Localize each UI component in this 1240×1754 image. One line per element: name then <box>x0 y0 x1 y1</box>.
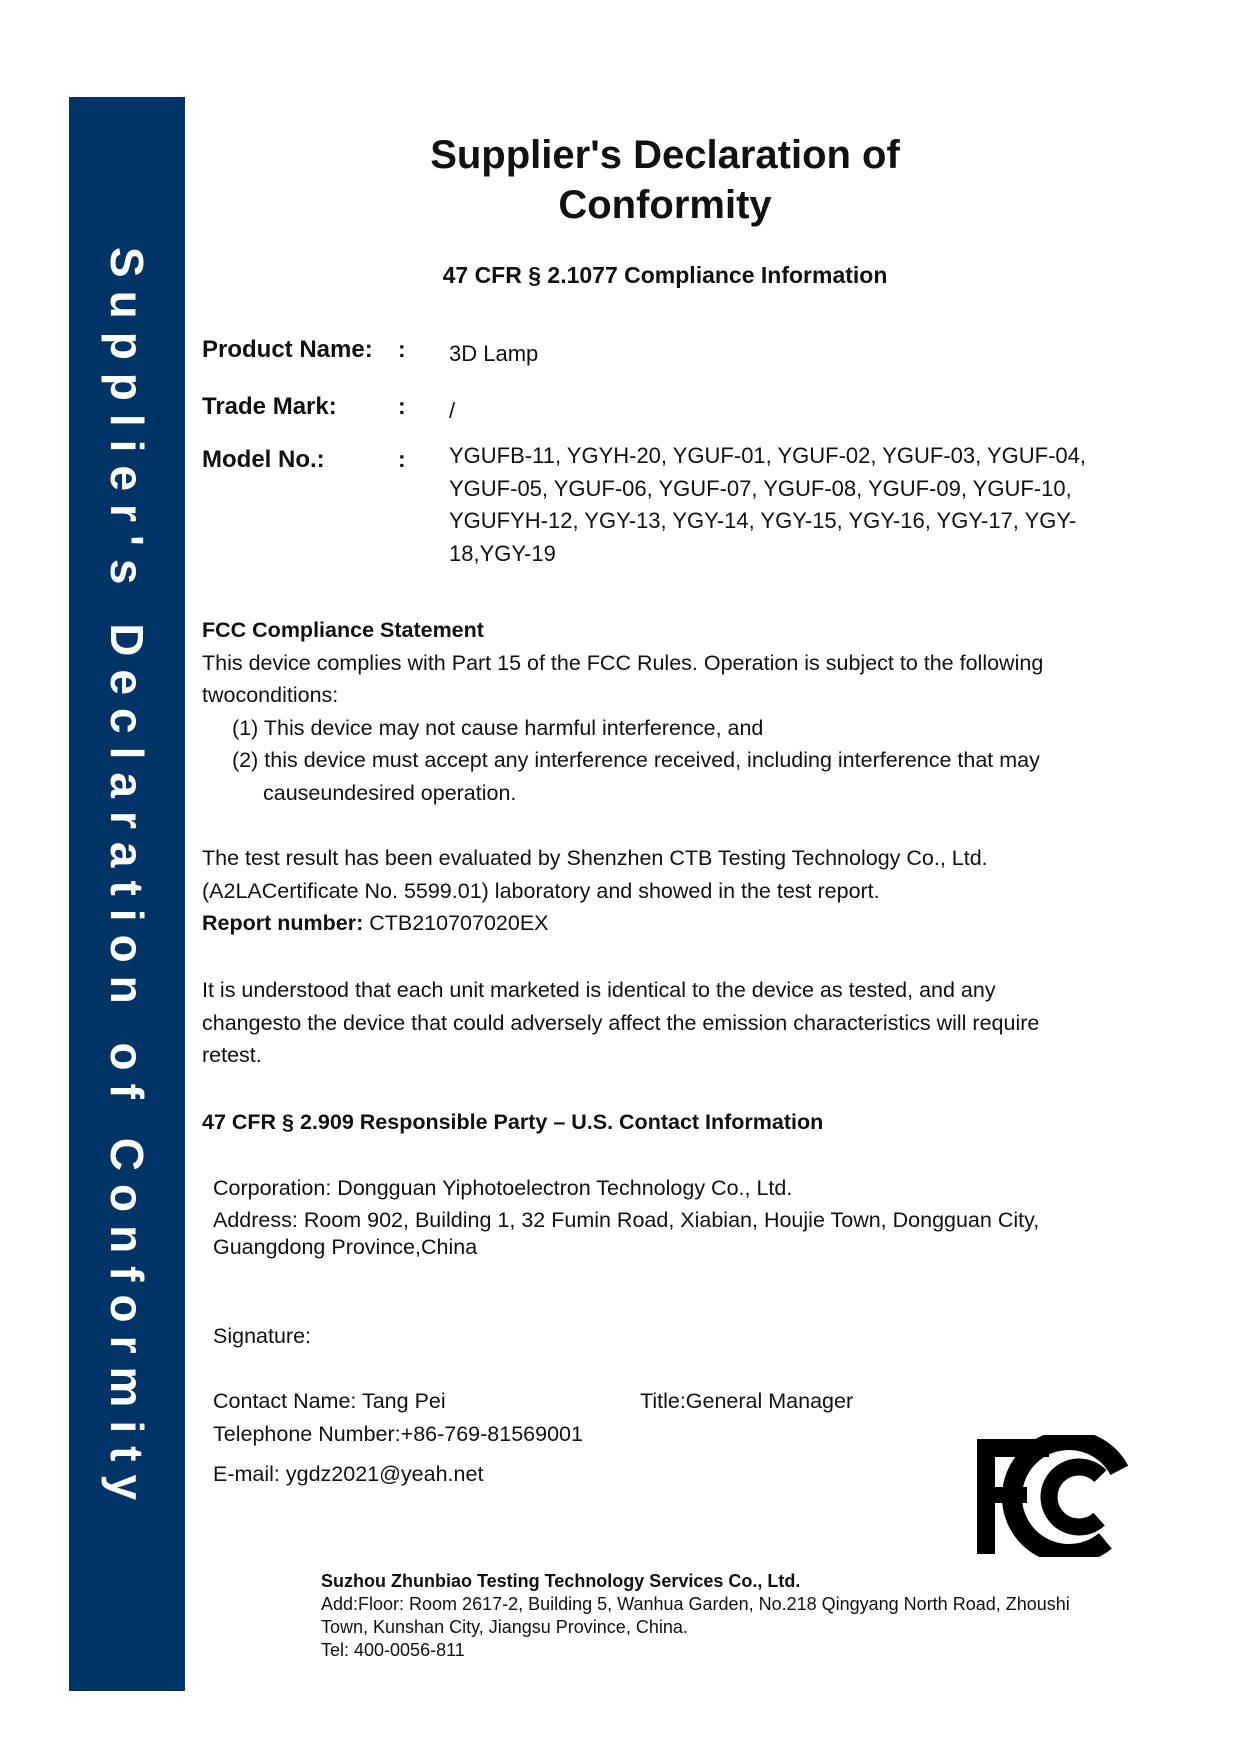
model-line-2: YGUF-05, YGUF-06, YGUF-07, YGUF-08, YGUF-09, YGUF-10, <box>449 475 1072 501</box>
footer-address-line-1: Add:Floor: Room 2617-2, Building 5, Wanhua Garden, No.218 Qingyang North Road, Zhoushi <box>321 1594 1070 1614</box>
fcc-condition-2-text: this device must accept any interference received, including interference that may <box>264 748 1040 772</box>
corporation-line: Corporation: Dongguan Yiphotoelectron Technology Co., Ltd. <box>213 1176 793 1200</box>
contact-email: E-mail: ygdz2021@yeah.net <box>213 1462 484 1486</box>
contact-name: Contact Name: Tang Pei <box>213 1389 446 1413</box>
compliance-subtitle: 47 CFR § 2.1077 Compliance Information <box>442 262 888 288</box>
model-no-label: Model No.: <box>202 446 325 473</box>
report-number <box>202 907 1152 940</box>
signature-label: Signature: <box>213 1324 312 1348</box>
understood-line-3: retest. <box>202 1043 262 1067</box>
understood-line-2: changesto the device that could adversely affect the emission characteristics will require <box>202 1010 1040 1035</box>
product-name-value: 3D Lamp <box>449 341 539 366</box>
trade-mark-value: / <box>449 398 456 423</box>
fcc-statement-heading: FCC Compliance Statement <box>202 618 484 642</box>
fcc-statement-line-1: This device complies with Part 15 of the FCC Rules. Operation is subject to the following <box>202 650 1044 675</box>
fcc-logo <box>975 1435 1140 1557</box>
address-line-1: Address: Room 902, Building 1, 32 Fumin Road, Xiabian, Houjie Town, Dongguan City, <box>213 1208 1040 1232</box>
model-no-colon: : <box>398 446 406 472</box>
trade-mark-colon: : <box>398 393 406 419</box>
footer-tel: Tel: 400-0056-811 <box>321 1640 465 1660</box>
address-block <box>213 1207 1153 1261</box>
fcc-condition-2 <box>202 744 1152 777</box>
fcc-logo-mark <box>977 1439 1126 1554</box>
report-number-value: CTB210707020EX <box>363 911 549 935</box>
address-line-2: Guangdong Province,China <box>213 1235 478 1259</box>
footer-company: Suzhou Zhunbiao Testing Technology Services Co., Ltd. <box>321 1571 801 1591</box>
title-line-1: Supplier's Declaration of <box>430 133 900 177</box>
fcc-condition-2-continued: causeundesired operation. <box>263 780 517 805</box>
contact-telephone: Telephone Number:+86-769-81569001 <box>213 1422 583 1446</box>
test-result-line-1: The test result has been evaluated by Shenzhen CTB Testing Technology Co., Ltd. <box>202 846 988 870</box>
model-line-3: YGUFYH-12, YGY-13, YGY-14, YGY-15, YGY-16, YGY-17, YGY- <box>449 508 1077 533</box>
sidebar-title: Supplier's Declaration of Conformity <box>101 246 153 1514</box>
footer-address-line-2: Town, Kunshan City, Jiangsu Province, China. <box>321 1617 688 1637</box>
understood-block <box>202 974 1152 1072</box>
test-result-line-2: (A2LACertificate No. 5599.01) laboratory and showed in the test report. <box>202 878 880 903</box>
product-name-label: Product Name: <box>202 336 373 363</box>
report-number-label: Report number: <box>202 911 364 935</box>
fcc-statement-block <box>202 614 1152 809</box>
contact-title: Title:General Manager <box>640 1389 854 1413</box>
title-line-2: Conformity <box>558 183 772 227</box>
fcc-condition-2-number: (2) <box>232 748 259 772</box>
fcc-statement-line-2: twoconditions: <box>202 683 339 707</box>
model-no-value <box>449 440 1240 570</box>
footer <box>321 1570 1161 1662</box>
model-line-4: 18,YGY-19 <box>449 540 556 566</box>
fcc-condition-1: (1) This device may not cause harmful interference, and <box>232 715 764 740</box>
trade-mark-label: Trade Mark: <box>202 393 337 420</box>
page-title <box>380 130 950 230</box>
product-name-colon: : <box>398 336 406 362</box>
responsible-party-heading: 47 CFR § 2.909 Responsible Party – U.S. Contact Information <box>202 1110 824 1134</box>
test-result-block <box>202 842 1152 940</box>
model-line-1: YGUFB-11, YGYH-20, YGUF-01, YGUF-02, YGUF-03, YGUF-04, <box>449 443 1086 468</box>
understood-line-1: It is understood that each unit marketed is identical to the device as tested, and any <box>202 978 996 1002</box>
